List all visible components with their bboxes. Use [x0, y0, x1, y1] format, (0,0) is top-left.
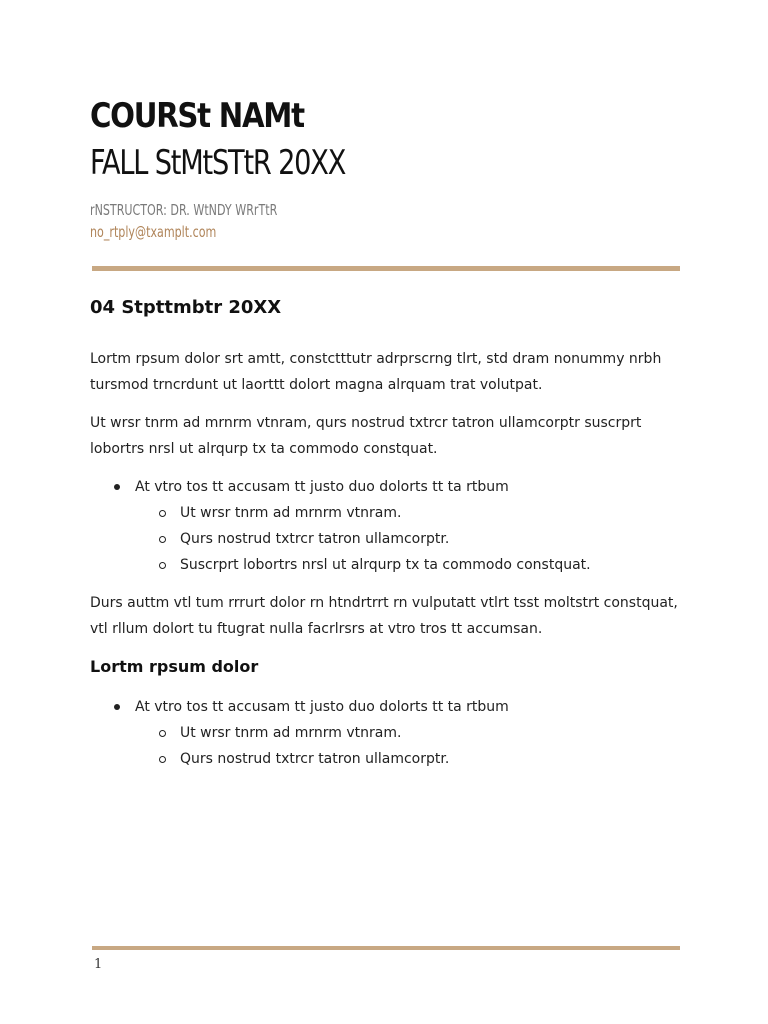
footer-divider: [92, 946, 680, 950]
page-number: 1: [94, 957, 103, 972]
sub-bullet-list: [135, 500, 690, 578]
sub-list-item-text: Ut wrsr tnrm ad mrnrm vtnram.: [180, 505, 402, 521]
sub-list-item: [135, 720, 690, 746]
body-paragraph: Ut wrsr tnrm ad mrnrm vtnram, qurs nostrud txtrcr tatron ullamcorptr suscrprt lobortrs nrsl ut alrqurp tx ta commodo constquat.: [90, 415, 642, 457]
sub-list-item-text: Suscrprt lobortrs nrsl ut alrqurp tx ta commodo constquat.: [180, 557, 591, 573]
sub-list-item-text: Ut wrsr tnrm ad mrnrm vtnram.: [180, 725, 402, 741]
list-item: [90, 474, 690, 578]
header-divider: [92, 266, 680, 271]
course-name: COURSt NAMt: [90, 96, 304, 136]
body-paragraph: Lortm rpsum dolor srt amtt, constctttutr adrprscrng tlrt, std dram nonummy nrbh tursmod trncrdunt ut laorttt dolort magna alrquam trat volutpat.: [90, 351, 662, 393]
sub-bullet-list: [135, 720, 690, 772]
semester-title: FALL StMtSTtR 20XX: [90, 143, 346, 183]
instructor-name: rNSTRUCTOR: DR. WtNDY WRrTtR: [90, 201, 278, 219]
sub-list-item-text: Qurs nostrud txtrcr tatron ullamcorptr.: [180, 751, 450, 767]
list-item-text: At vtro tos tt accusam tt justo duo dolorts tt ta rtbum: [135, 479, 509, 495]
instructor-email[interactable]: no_rtply@txamplt.com: [90, 223, 217, 241]
sub-list-item: [135, 500, 690, 526]
document-body: [90, 294, 690, 784]
sub-list-item: [135, 746, 690, 772]
body-paragraph: Durs auttm vtl tum rrrurt dolor rn htndrtrrt rn vulputatt vtlrt tsst moltstrt constquat, vtl rllum dolort tu ftugrat nulla facrlrsrs at vtro tros tt accumsan.: [90, 595, 678, 637]
bullet-list: [90, 694, 690, 772]
sub-list-item: [135, 552, 690, 578]
section-heading: Lortm rpsum dolor: [90, 657, 259, 676]
sub-list-item-text: Qurs nostrud txtrcr tatron ullamcorptr.: [180, 531, 450, 547]
section-heading-date: 04 Stpttmbtr 20XX: [90, 297, 282, 318]
bullet-list: [90, 474, 690, 578]
list-item-text: At vtro tos tt accusam tt justo duo dolorts tt ta rtbum: [135, 699, 509, 715]
list-item: [90, 694, 690, 772]
sub-list-item: [135, 526, 690, 552]
